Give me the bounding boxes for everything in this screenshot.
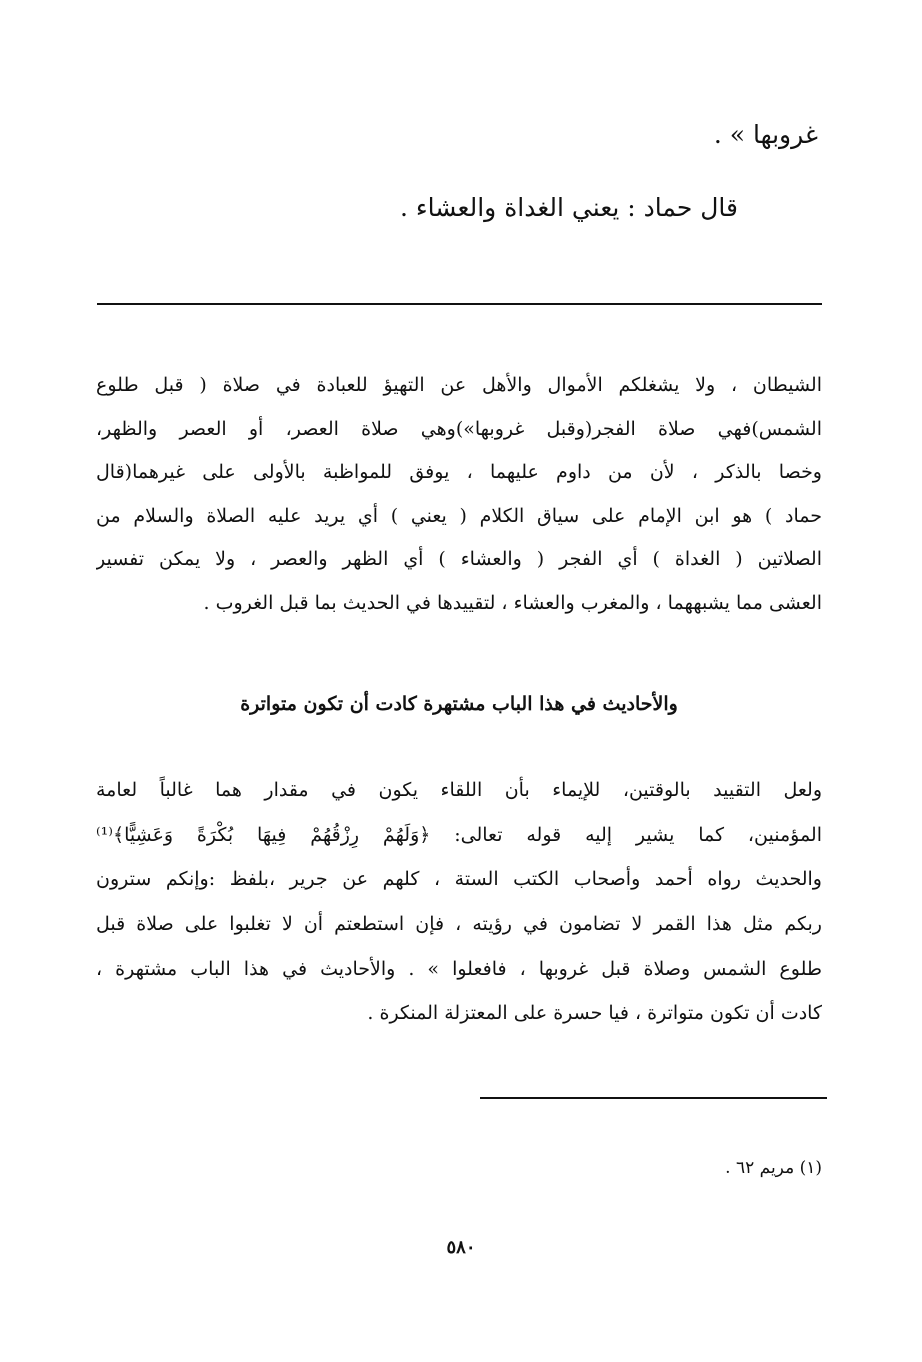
body-line: المؤمنين، كما يشير إليه قوله تعالى: ﴿وَلَهُمْ رِزْقُهُمْ فِيهَا بُكْرَةً وَعَشِيًّا﴾⁽¹⁾ [96,823,822,846]
hammad-quote-line: قال حماد : يعني الغداة والعشاء . [399,193,738,222]
section-heading: والأحاديث في هذا الباب مشتهرة كادت أن تكون متواترة [240,693,678,715]
body-line: ربكم مثل هذا القمر لا تضامون في رؤيته ، فإن استطعتم أن لا تغلبوا على صلاة قبل [96,913,822,936]
footnote: (١) مريم ٦٢ . [725,1158,822,1178]
commentary-line: الشمس)فهي صلاة الفجر(وقبل غروبها»)وهي صلاة العصر، أو العصر والظهر، [96,417,822,440]
commentary-line: الصلاتين ( الغداة ) أي الفجر ( والعشاء ) أي الظهر والعصر ، ولا يمكن تفسير [96,548,822,570]
body-line: كادت أن تكون متواترة ، فيا حسرة على المعتزلة المنكرة . [367,1002,822,1025]
commentary-separator-rule [97,303,822,305]
footnote-separator-rule [480,1097,827,1099]
body-line: والحديث رواه أحمد وأصحاب الكتب الستة ، كلهم عن جرير ،بلفظ :وإنكم سترون [96,868,822,891]
body-line: ولعل التقييد بالوقتين، للإيماء بأن اللقاء يكون في مقدار هما غالباً لعامة [96,779,822,801]
commentary-line: الشيطان ، ولا يشغلكم الأموال والأهل عن التهيؤ للعبادة في صلاة ( قبل طلوع [96,374,822,396]
body-paragraph [96,768,822,1036]
commentary-line: وخصا بالذكر ، لأن من داوم عليهما ، يوفق للمواظبة بالأولى على غيرهما(قال [96,461,822,483]
page-number: ٥٨٠ [446,1237,476,1258]
commentary-line: العشى مما يشبههما ، والمغرب والعشاء ، لتقييدها في الحديث بما قبل الغروب . [203,591,822,614]
commentary-line: حماد ) هو ابن الإمام على سياق الكلام ( يعني ) أي يريد عليه الصلاة والسلام من [96,504,822,527]
continuation-line: غروبها » . [713,120,818,149]
body-line: طلوع الشمس وصلاة قبل غروبها ، فافعلوا » . والأحاديث في هذا الباب مشتهرة ، [96,957,822,980]
commentary-paragraph [96,364,822,625]
